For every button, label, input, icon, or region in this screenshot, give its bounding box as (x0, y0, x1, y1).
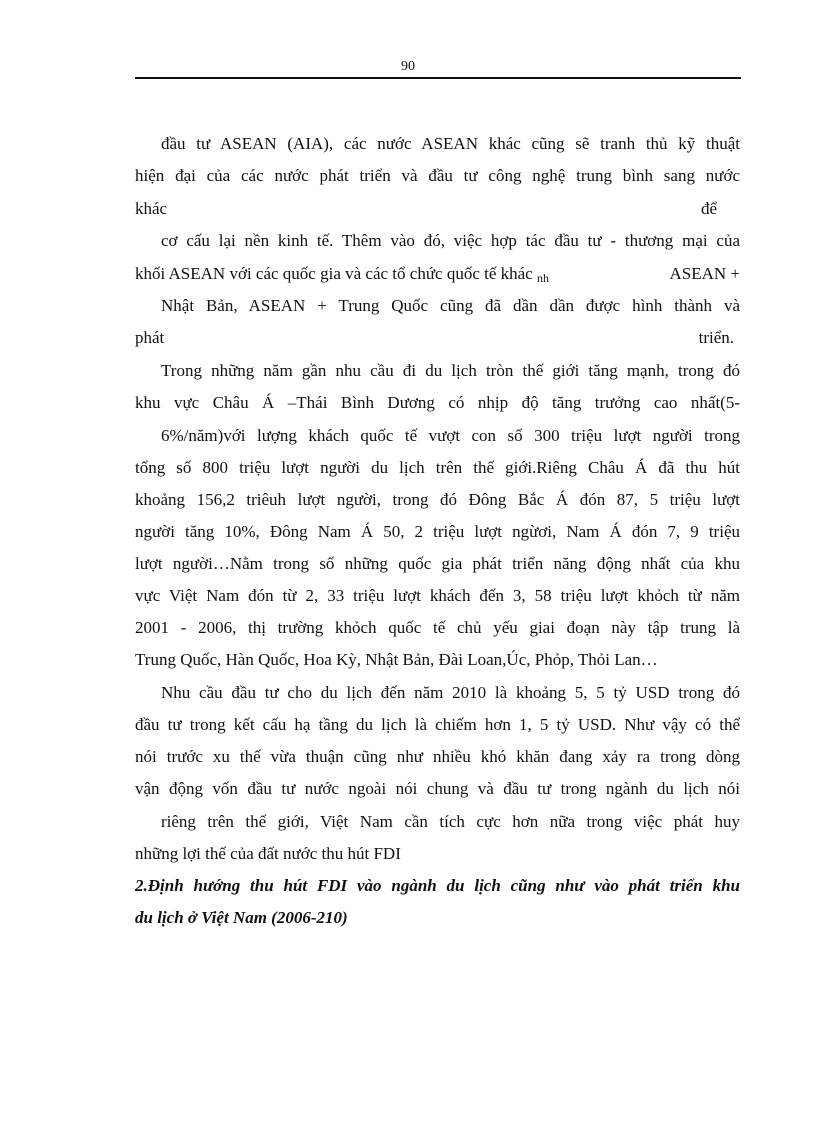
heading-line: 2.Định hướng thu hút FDI vào ngành du lịch cũng như vào phát triển khu (135, 876, 740, 895)
line-small: nh (536, 271, 549, 285)
heading-line: du lịch ở Việt Nam (2006-210) (135, 908, 348, 927)
text-line: nói trước xu thế vừa thuận cũng như nhiều khó khăn đang xảy ra trong dòng (135, 747, 740, 766)
text-line: Nhu cầu đầu tư cho du lịch đến năm 2010 là khoảng 5, 5 tỷ USD trong đó (161, 683, 740, 702)
text-line: khu vực Châu Á –Thái Bình Dương có nhịp độ tăng trưởng cao nhất(5- (135, 393, 740, 412)
text-line: khoảng 156,2 triêuh lượt người, trong đó Đông Bắc Á đón 87, 5 triệu lượt (135, 490, 740, 509)
text-line: hiện đại của các nước phát triển và đầu tư công nghệ trung bình sang nước (135, 166, 740, 185)
text-line: 2001 - 2006, thị trường khỏch quốc tế chủ yếu giai đoạn này tập trung là (135, 618, 740, 637)
text-line: đầu tư trong kết cấu hạ tầng du lịch là chiếm hơn 1, 5 tỷ USD. Như vậy có thể (135, 715, 740, 734)
text-line: lượt người…Nằm trong số những quốc gia phát triển năng động nhất của khu (135, 554, 740, 573)
line-main: khối ASEAN với các quốc gia và các tổ chức quốc tế khác (135, 264, 533, 283)
text-line (135, 327, 734, 349)
text-line: tổng số 800 triệu lượt người du lịch trên thế giới.Riêng Châu Á đã thu hút (135, 458, 740, 477)
text-line: cơ cấu lại nền kinh tế. Thêm vào đó, việc hợp tác đầu tư - thương mại của (161, 231, 740, 250)
text-line: những lợi thế của đất nước thu hút FDI (135, 844, 401, 863)
text-line: Nhật Bản, ASEAN + Trung Quốc cũng đã dần dần được hình thành và (161, 296, 740, 315)
text-line: đầu tư ASEAN (AIA), các nước ASEAN khác cũng sẽ tranh thủ kỹ thuật (161, 134, 740, 153)
text-line (135, 263, 740, 289)
text-line: riêng trên thế giới, Việt Nam cần tích cực hơn nữa trong việc phát huy (161, 812, 740, 831)
text-line: người tăng 10%, Đông Nam Á 50, 2 triệu lượt ngừơi, Nam Á đón 7, 9 triệu (135, 522, 740, 541)
line-end: để (700, 199, 717, 218)
text-line: Trung Quốc, Hàn Quốc, Hoa Kỳ, Nhật Bản, Đài Loan,Úc, Phỏp, Thỏi Lan… (135, 650, 658, 669)
page-number: 90 (401, 59, 415, 74)
line-start: phát (135, 328, 165, 347)
text-line: vận động vốn đầu tư nước ngoài nói chung và đầu tư trong ngành du lịch nói (135, 779, 740, 798)
text-line: 6%/năm)với lượng khách quốc tế vượt con số 300 triệu lượt người trong (161, 426, 740, 445)
header-rule (135, 77, 741, 79)
line-end: triển. (698, 328, 734, 347)
text-line: Trong những năm gần nhu cầu đi du lịch tròn thế giới tăng mạnh, trong đó (161, 361, 740, 380)
text-line (135, 198, 717, 220)
line-end: ASEAN + (669, 264, 740, 283)
text-line: vực Việt Nam đón từ 2, 33 triệu lượt khách đến 3, 58 triệu lượt khỏch từ năm (135, 586, 740, 605)
line-start: khác (135, 199, 168, 218)
